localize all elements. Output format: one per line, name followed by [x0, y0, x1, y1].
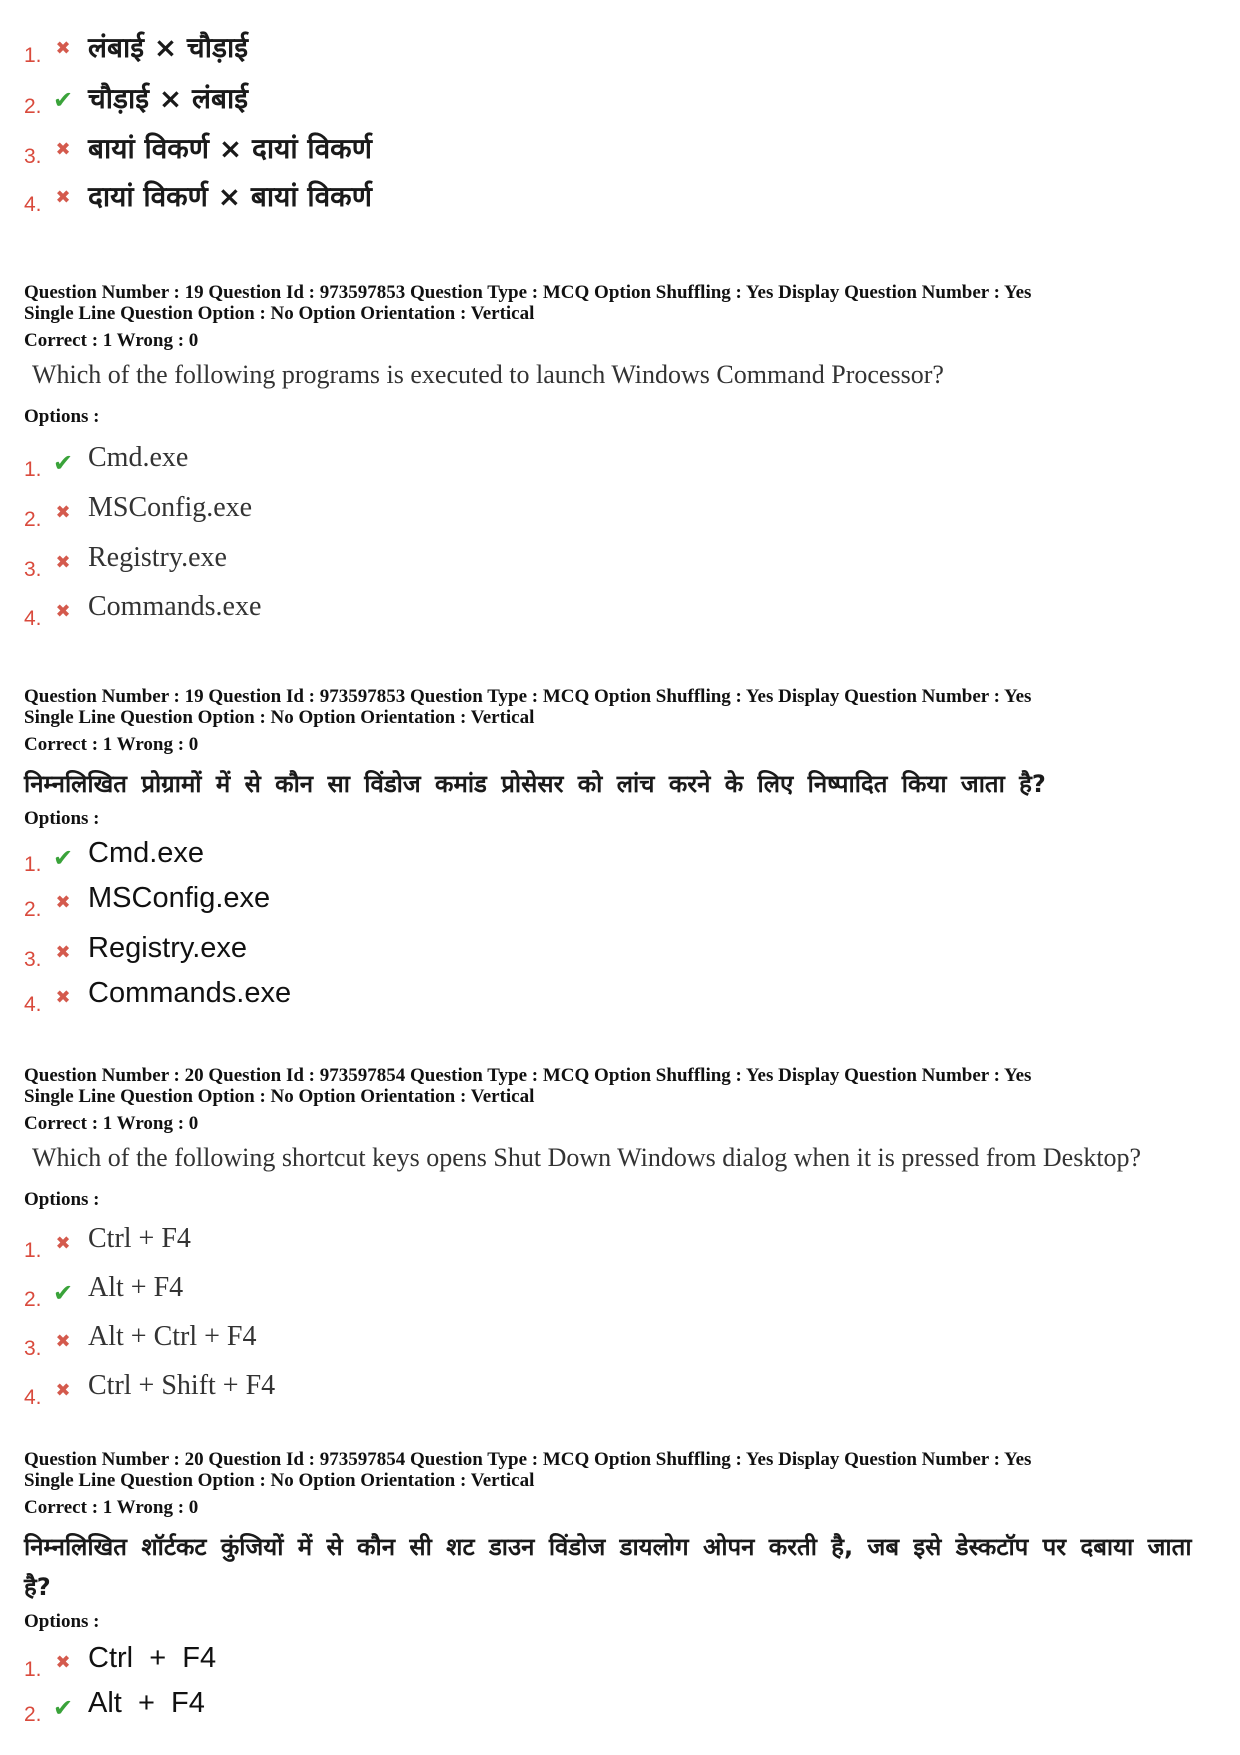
- option-number: 2.: [24, 508, 42, 531]
- option-text: बायां विकर्ण × दायां विकर्ण: [88, 132, 372, 165]
- cross-icon: ✖: [55, 38, 71, 59]
- cross-icon: ✖: [55, 1331, 71, 1352]
- option-number: 3.: [24, 948, 42, 971]
- question-meta: [24, 1065, 1224, 1107]
- option-number: 2.: [24, 1703, 42, 1726]
- option-number: 4.: [24, 607, 42, 630]
- question-meta: [24, 686, 1224, 728]
- question-meta: [24, 1449, 1224, 1491]
- question-block: [24, 1065, 1224, 1211]
- correct-wrong: Correct : 1 Wrong : 0: [24, 1113, 199, 1134]
- option-text: Registry.exe: [88, 932, 248, 964]
- meta-line: Question Number : 20 Question Id : 973597854 Question Type : MCQ Option Shuffling : Yes Display Question Number : Yes: [24, 1449, 1032, 1470]
- question-text: Which of the following programs is executed to launch Windows Command Processor?: [32, 360, 944, 389]
- cross-icon: ✖: [55, 502, 71, 523]
- cross-icon: ✖: [55, 552, 71, 573]
- option-text: Commands.exe: [88, 591, 262, 622]
- cross-icon: ✖: [55, 187, 71, 208]
- question-meta: [24, 282, 1224, 324]
- check-icon: ✔: [52, 449, 74, 477]
- cross-icon: ✖: [55, 1652, 71, 1673]
- check-icon: ✔: [52, 86, 74, 114]
- correct-wrong: Correct : 1 Wrong : 0: [24, 1497, 199, 1518]
- question-text: Which of the following shortcut keys opens Shut Down Windows dialog when it is pressed from Desktop?: [32, 1143, 1142, 1172]
- option-text: Ctrl + F4: [88, 1223, 191, 1254]
- option-text: Alt + F4: [88, 1272, 184, 1303]
- option-number: 4.: [24, 993, 42, 1016]
- option-number: 1.: [24, 458, 42, 481]
- correct-wrong: Correct : 1 Wrong : 0: [24, 330, 199, 351]
- question-block: [24, 282, 1224, 428]
- option-text: Registry.exe: [88, 542, 227, 573]
- option-text: Cmd.exe: [88, 442, 189, 473]
- option-text: Commands.exe: [88, 977, 292, 1009]
- option-number: 4.: [24, 1386, 42, 1409]
- option-number: 2.: [24, 898, 42, 921]
- option-text: लंबाई × चौड़ाई: [88, 31, 248, 64]
- option-number: 1.: [24, 853, 42, 876]
- meta-line: Single Line Question Option : No Option Orientation : Vertical: [24, 303, 535, 324]
- option-text: Cmd.exe: [88, 837, 205, 869]
- option-number: 3.: [24, 1337, 42, 1360]
- option-number: 3.: [24, 558, 42, 581]
- cross-icon: ✖: [55, 1380, 71, 1401]
- options-label: Options :: [24, 1189, 100, 1210]
- option-text: Alt + Ctrl + F4: [88, 1321, 257, 1352]
- cross-icon: ✖: [55, 139, 71, 160]
- option-text: चौड़ाई × लंबाई: [88, 82, 248, 115]
- check-icon: ✔: [52, 1279, 74, 1307]
- option-number: 3.: [24, 145, 42, 168]
- cross-icon: ✖: [55, 987, 71, 1008]
- meta-line: Question Number : 19 Question Id : 973597853 Question Type : MCQ Option Shuffling : Yes Display Question Number : Yes: [24, 686, 1032, 707]
- meta-line: Question Number : 19 Question Id : 973597853 Question Type : MCQ Option Shuffling : Yes Display Question Number : Yes: [24, 282, 1032, 303]
- options-label: Options :: [24, 1611, 100, 1632]
- meta-line: Single Line Question Option : No Option Orientation : Vertical: [24, 1086, 535, 1107]
- option-number: 2.: [24, 1288, 42, 1311]
- options-label: Options :: [24, 808, 100, 829]
- question-text: निम्नलिखित शॉर्टकट कुंजियों में से कौन सी शट डाउन विंडोज डायलोग ओपन करती है, जब इसे डेस्कटॉप पर दबाया जाता है?: [24, 1533, 1192, 1601]
- option-text: Ctrl + Shift + F4: [88, 1370, 276, 1401]
- check-icon: ✔: [52, 1694, 74, 1722]
- cross-icon: ✖: [55, 942, 71, 963]
- option-text: दायां विकर्ण × बायां विकर्ण: [88, 180, 372, 213]
- cross-icon: ✖: [55, 1233, 71, 1254]
- check-icon: ✔: [52, 844, 74, 872]
- option-number: 2.: [24, 95, 42, 118]
- option-number: 4.: [24, 193, 42, 216]
- question-block: [24, 1449, 1224, 1633]
- option-number: 1.: [24, 1239, 42, 1262]
- option-text: MSConfig.exe: [88, 882, 271, 914]
- option-text: Alt + F4: [88, 1687, 205, 1719]
- option-text: MSConfig.exe: [88, 492, 253, 523]
- meta-line: Single Line Question Option : No Option Orientation : Vertical: [24, 707, 535, 728]
- options-label: Options :: [24, 406, 100, 427]
- option-text: Ctrl + F4: [88, 1642, 217, 1674]
- meta-line: Question Number : 20 Question Id : 973597854 Question Type : MCQ Option Shuffling : Yes Display Question Number : Yes: [24, 1065, 1032, 1086]
- question-text: निम्नलिखित प्रोग्रामों में से कौन सा विंडोज कमांड प्रोसेसर को लांच करने के लिए निष्पादित किया जाता है?: [24, 770, 1046, 798]
- cross-icon: ✖: [55, 892, 71, 913]
- cross-icon: ✖: [55, 601, 71, 622]
- option-number: 1.: [24, 1658, 42, 1681]
- correct-wrong: Correct : 1 Wrong : 0: [24, 734, 199, 755]
- option-number: 1.: [24, 44, 42, 67]
- meta-line: Single Line Question Option : No Option Orientation : Vertical: [24, 1470, 535, 1491]
- question-block: [24, 686, 1224, 830]
